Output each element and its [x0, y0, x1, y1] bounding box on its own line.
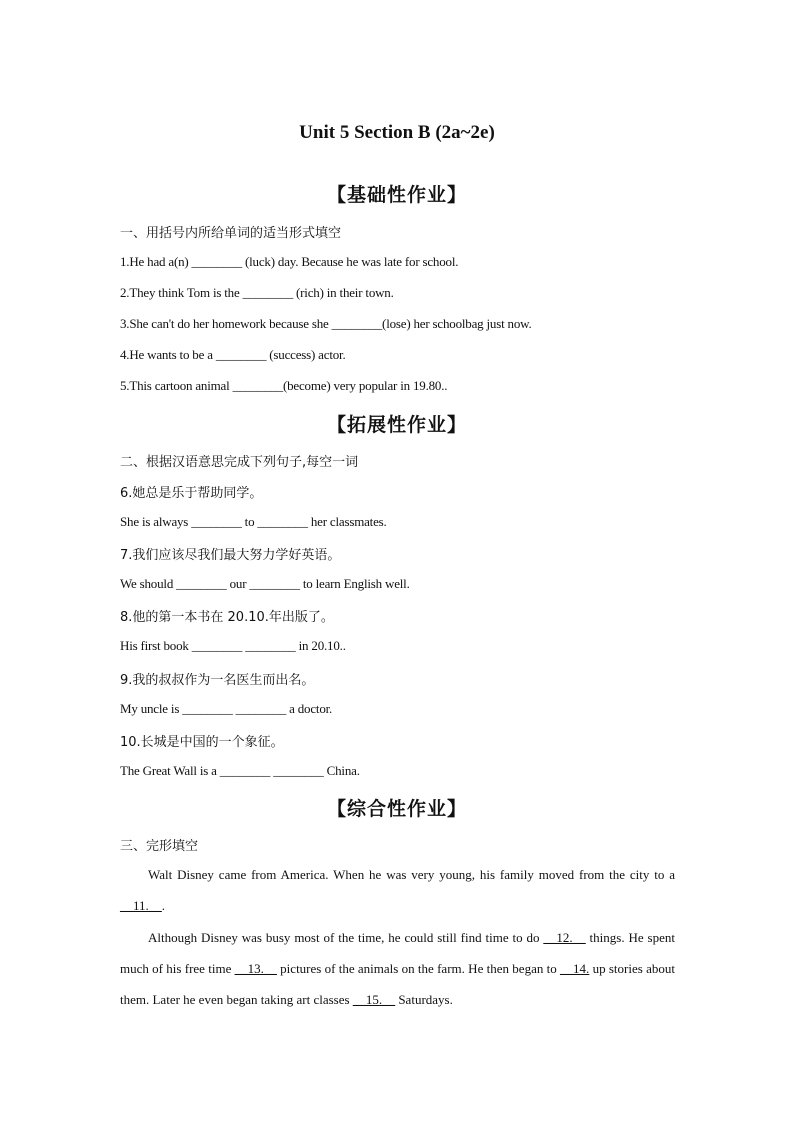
cloze-blank-14: __14. — [560, 961, 590, 976]
question-english: She is always ________ to ________ her classmates. — [120, 514, 387, 529]
question-english: His first book ________ ________ in 20.10.. — [120, 638, 346, 653]
section-instruction: 二、根据汉语意思完成下列句子,每空一词 — [120, 455, 359, 470]
cloze-blank-13: __13.__ — [234, 961, 277, 976]
section-instruction: 三、完形填空 — [120, 839, 199, 854]
question-chinese: 8.他的第一本书在 20.10.年出版了。 — [120, 610, 334, 625]
cloze-text: Walt Disney came from America. When he was very young, his family moved from the city to a — [148, 867, 675, 882]
cloze-paragraph-1 — [120, 859, 675, 921]
exercise-item: 4.He wants to be a ________ (success) actor. — [120, 347, 346, 362]
exercise-item: 1.He had a(n) ________ (luck) day. Because he was late for school. — [120, 254, 459, 269]
cloze-blank-11: __11.__ — [120, 898, 162, 913]
cloze-text: pictures of the animals on the farm. He then began to — [276, 961, 561, 976]
question-english: The Great Wall is a ________ ________ China. — [120, 763, 360, 778]
cloze-blank-12: __12.__ — [543, 930, 586, 945]
cloze-text: Although Disney was busy most of the time, he could still find time to do — [148, 930, 544, 945]
cloze-text: up stories about them. Later he even began taking art classes — [120, 961, 675, 1007]
question-chinese: 10.长城是中国的一个象征。 — [120, 735, 284, 750]
section-heading-basic: 【基础性作业】 — [326, 184, 467, 206]
question-english: We should ________ our ________ to learn English well. — [120, 576, 410, 591]
question-chinese: 7.我们应该尽我们最大努力学好英语。 — [120, 548, 341, 563]
cloze-blank-15: __15.__ — [352, 992, 396, 1007]
exercise-item: 2.They think Tom is the ________ (rich) in their town. — [120, 285, 394, 300]
section-instruction: 一、用括号内所给单词的适当形式填空 — [120, 226, 342, 241]
cloze-text: things. He spent much of his free time — [120, 930, 675, 976]
page-title: Unit 5 Section B (2a~2e) — [299, 122, 495, 143]
section-heading-extension: 【拓展性作业】 — [326, 414, 467, 436]
cloze-text: Saturdays. — [395, 992, 453, 1007]
question-english: My uncle is ________ ________ a doctor. — [120, 701, 333, 716]
section-heading-comprehensive: 【综合性作业】 — [326, 798, 467, 820]
cloze-paragraph-2 — [120, 922, 675, 1015]
question-chinese: 9.我的叔叔作为一名医生而出名。 — [120, 673, 315, 688]
exercise-item: 5.This cartoon animal ________(become) very popular in 19.80.. — [120, 378, 448, 393]
exercise-item: 3.She can't do her homework because she ________(lose) her schoolbag just now. — [120, 316, 532, 331]
question-chinese: 6.她总是乐于帮助同学。 — [120, 486, 263, 501]
cloze-text: . — [161, 898, 166, 913]
